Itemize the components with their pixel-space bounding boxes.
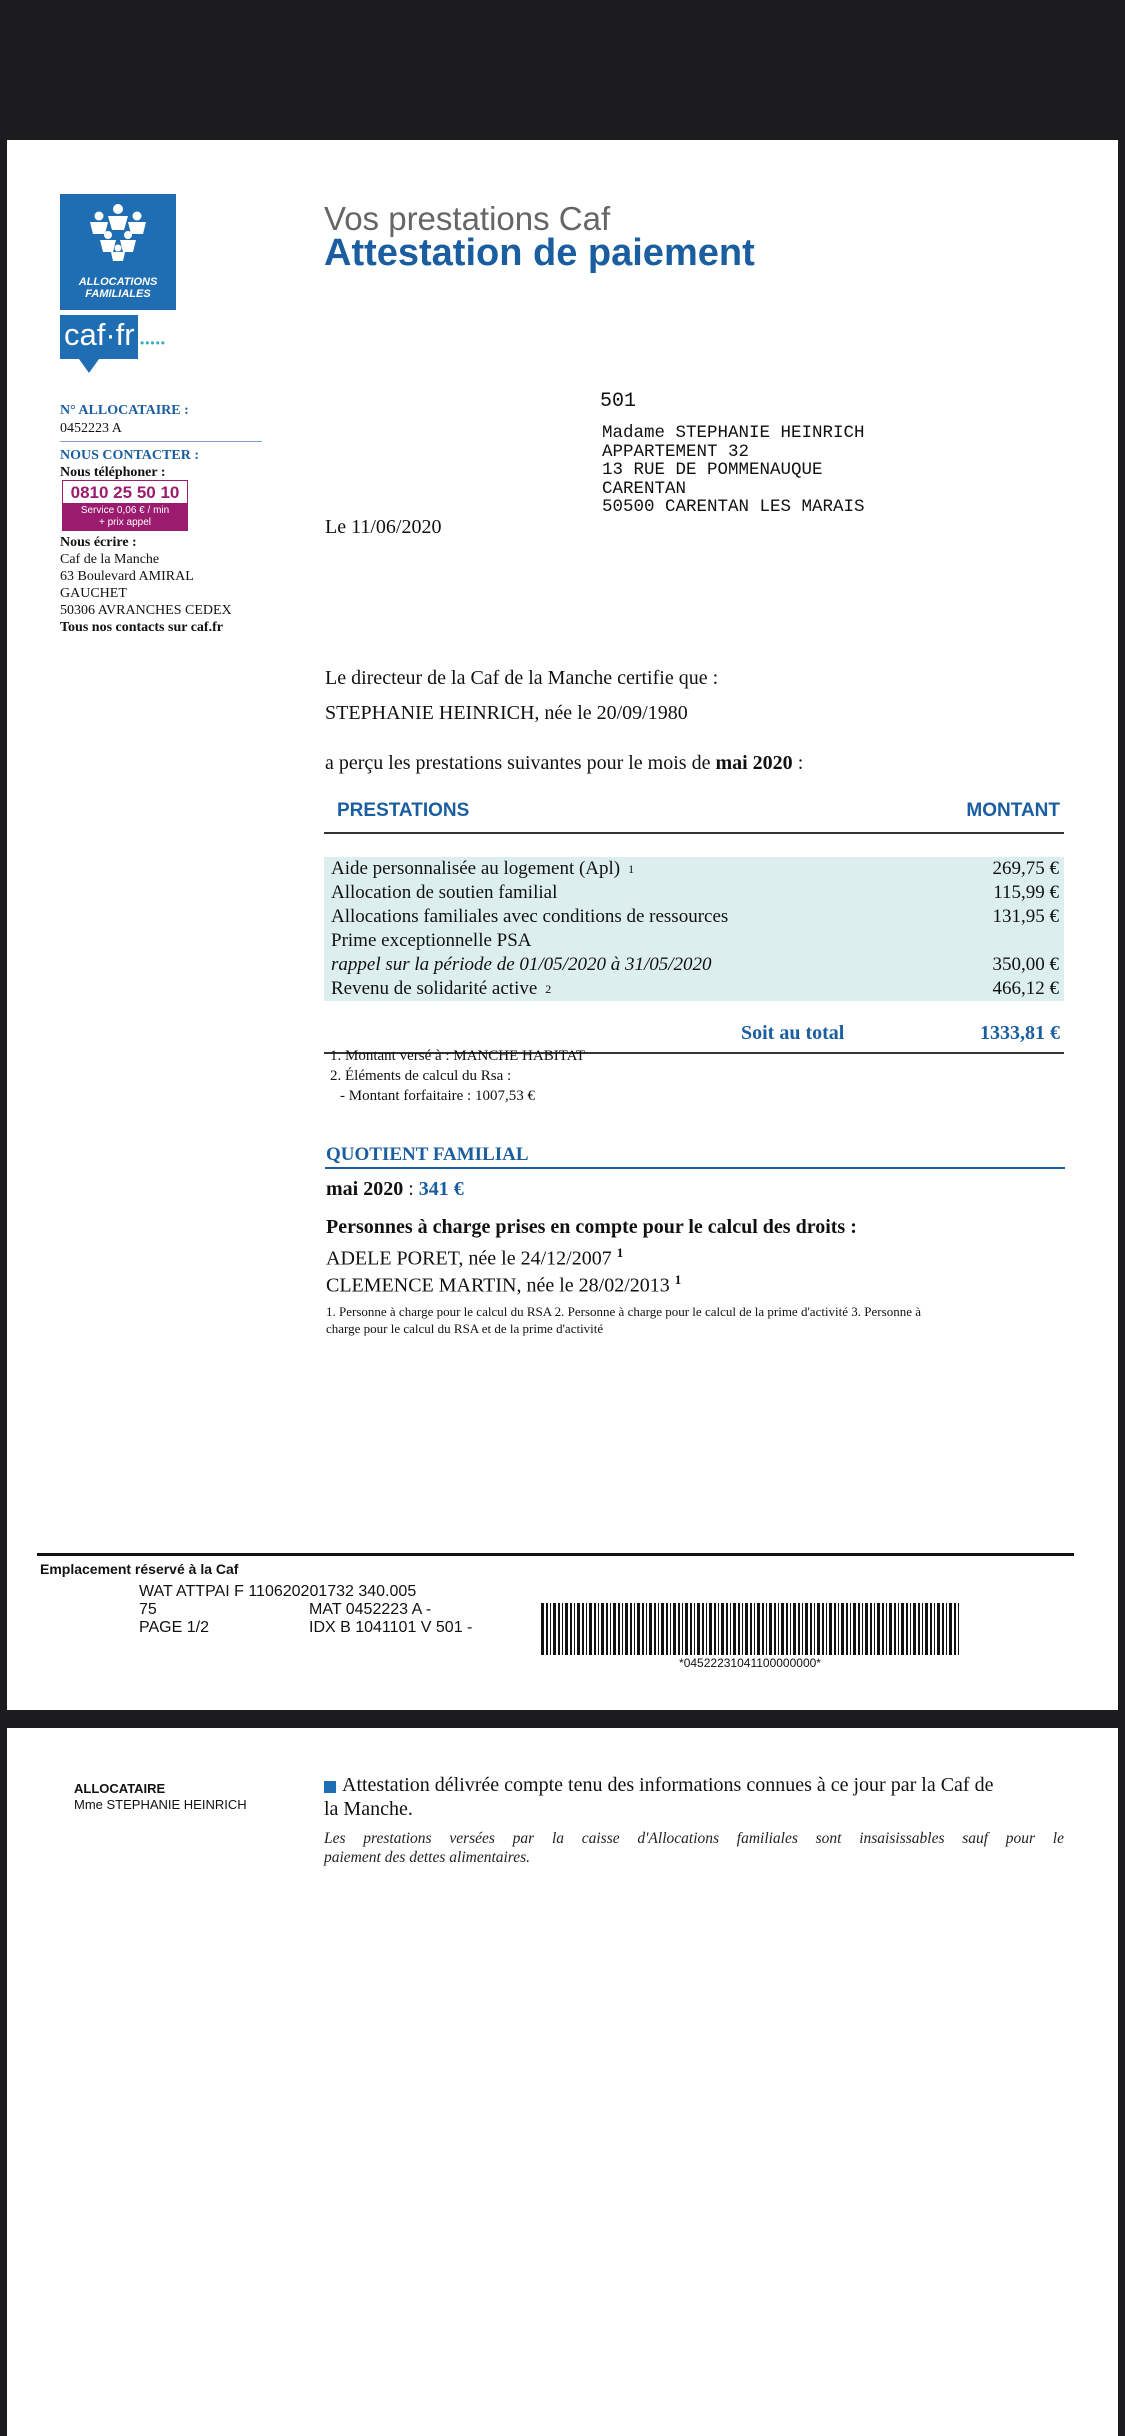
person-name: ADELE PORET, née le 24/12/2007 — [326, 1247, 612, 1270]
barcode-bar — [670, 1603, 671, 1655]
letter-date: Le 11/06/2020 — [325, 516, 442, 538]
barcode-bar — [862, 1603, 863, 1655]
table-row — [324, 953, 1064, 977]
italic-line1: Les prestations versées par la caisse d'Allocations familiales sont insaisissables sauf pour le — [324, 1830, 1064, 1847]
barcode-bar — [925, 1603, 928, 1655]
barcode-bar — [589, 1603, 592, 1655]
barcode-bar — [642, 1603, 644, 1655]
barcode-bar — [889, 1603, 892, 1655]
table-row — [324, 977, 1064, 1001]
barcode-bar — [877, 1603, 880, 1655]
footer-line3-a: PAGE 1/2 — [139, 1619, 209, 1636]
received-prefix: a perçu les prestations suivantes pour le mois de — [325, 752, 716, 774]
attest-line2: la Manche. — [324, 1798, 413, 1820]
row-amount: 131,95 € — [992, 906, 1059, 927]
barcode-bar — [666, 1603, 668, 1655]
row-label: rappel sur la période de 01/05/2020 à 31/05/2020 — [331, 954, 712, 975]
total-label: Soit au total — [741, 1022, 845, 1044]
quotient-title: QUOTIENT FAMILIAL — [326, 1144, 529, 1165]
barcode-bar — [898, 1603, 899, 1655]
footer-line3-b: IDX B 1041101 V 501 - — [309, 1619, 473, 1636]
barcode-bar — [613, 1603, 616, 1655]
barcode-bar — [562, 1603, 563, 1655]
barcode-bar — [841, 1603, 844, 1655]
row-label: Allocations familiales avec conditions de ressources — [331, 906, 729, 927]
barcode-bar — [546, 1603, 548, 1655]
footnote-2: 2. Éléments de calcul du Rsa : — [330, 1068, 512, 1084]
family-figures-icon — [84, 202, 152, 262]
legend-line1: 1. Personne à charge pour le calcul du RSA 2. Personne à charge pour le calcul de la prime d'activité 3. Personne à — [326, 1304, 921, 1319]
person-note: 1 — [616, 1245, 624, 1260]
row-label — [331, 857, 634, 881]
logo-text-line2: FAMILIALES — [85, 288, 151, 300]
barcode-bar — [874, 1603, 875, 1655]
barcode-bar — [718, 1603, 719, 1655]
row-amount: 350,00 € — [992, 954, 1059, 975]
barcode-bar — [750, 1603, 752, 1655]
barcode-bar — [697, 1603, 700, 1655]
barcode-bar — [958, 1603, 959, 1655]
total-value: 1333,81 € — [980, 1022, 1060, 1044]
barcode-bar — [714, 1603, 716, 1655]
caf-address-line3: GAUCHET — [60, 586, 127, 601]
received-month: mai 2020 — [715, 752, 793, 774]
barcode-number: *04522231041100000000* — [679, 1656, 821, 1670]
page-subtitle: Vos prestations Caf — [324, 200, 611, 237]
allocataire-label: N° ALLOCATAIRE : — [60, 403, 189, 418]
barcode-bar — [706, 1603, 707, 1655]
barcode-bar — [853, 1603, 856, 1655]
barcode-bar — [673, 1603, 676, 1655]
barcode-bar — [910, 1603, 911, 1655]
caf-address-line2: 63 Boulevard AMIRAL — [60, 569, 194, 584]
quotient-sep: : — [403, 1178, 419, 1200]
barcode-bar — [685, 1603, 688, 1655]
barcode-bar — [570, 1603, 572, 1655]
barcode-bar — [762, 1603, 764, 1655]
barcode-bar — [786, 1603, 788, 1655]
header-divider — [324, 832, 1064, 834]
persons-legend — [326, 1303, 921, 1337]
table-row — [324, 881, 1064, 905]
barcode-bar — [946, 1603, 947, 1655]
row-note: 1 — [628, 862, 635, 876]
barcode-bar — [805, 1603, 808, 1655]
all-contacts-link[interactable]: Tous nos contacts sur caf.fr — [60, 620, 223, 635]
cafr-logo[interactable]: caf·fr — [60, 315, 138, 359]
barcode-bar — [661, 1603, 664, 1655]
barcode-bar — [577, 1603, 580, 1655]
barcode-bar — [726, 1603, 728, 1655]
col-header-montant: MONTANT — [966, 800, 1060, 821]
barcode-bar — [610, 1603, 611, 1655]
barcode-bar — [798, 1603, 800, 1655]
barcode-bar — [565, 1603, 568, 1655]
footer-line2-a: 75 — [139, 1601, 157, 1618]
row-amount: 269,75 € — [992, 858, 1059, 879]
barcode-bar — [906, 1603, 908, 1655]
received-suffix: : — [792, 752, 804, 774]
caf-logo — [60, 194, 176, 310]
phone-price-note — [62, 504, 188, 531]
barcode-bar — [790, 1603, 791, 1655]
logo-text-line1: ALLOCATIONS — [78, 276, 158, 288]
write-label: Nous écrire : — [60, 535, 137, 550]
barcode-bar — [649, 1603, 652, 1655]
certify-text: Le directeur de la Caf de la Manche certifie que : — [325, 667, 719, 689]
phone-label: Nous téléphoner : — [60, 465, 166, 480]
barcode-bar — [858, 1603, 860, 1655]
barcode-bar — [574, 1603, 575, 1655]
attest-line1: Attestation délivrée compte tenu des informations connues à ce jour par la Caf de — [342, 1774, 994, 1796]
row-label — [331, 977, 551, 1001]
barcode-bar — [634, 1603, 635, 1655]
barcode-bar — [558, 1603, 560, 1655]
person-row — [326, 1272, 681, 1298]
barcode-bar — [550, 1603, 551, 1655]
person-row — [326, 1245, 623, 1271]
barcode-bar — [901, 1603, 904, 1655]
divider — [60, 441, 262, 442]
barcode-bar — [709, 1603, 712, 1655]
footer-line1: WAT ATTPAI F 110620201732 340.005 — [139, 1583, 417, 1600]
alloc-label: ALLOCATAIRE — [74, 1781, 166, 1796]
footnote-3: - Montant forfaitaire : 1007,53 € — [340, 1088, 535, 1104]
barcode-bar — [541, 1603, 544, 1655]
barcode-bar — [793, 1603, 796, 1655]
barcode-bar — [553, 1603, 556, 1655]
person-name: CLEMENCE MARTIN, née le 28/02/2013 — [326, 1274, 670, 1297]
caf-address-line1: Caf de la Manche — [60, 552, 160, 567]
contact-label: NOUS CONTACTER : — [60, 448, 199, 463]
barcode-bar — [742, 1603, 743, 1655]
barcode-bar — [702, 1603, 704, 1655]
recipient-code: 501 — [600, 390, 637, 413]
barcode-bar — [930, 1603, 932, 1655]
barcode-bar — [757, 1603, 760, 1655]
page-title: Attestation de paiement — [324, 232, 755, 274]
barcode-bar — [774, 1603, 776, 1655]
barcode-bar — [802, 1603, 803, 1655]
quotient-divider — [325, 1167, 1065, 1169]
barcode-bar — [949, 1603, 952, 1655]
barcode-bar — [810, 1603, 812, 1655]
barcode-bar — [601, 1603, 604, 1655]
barcode-bar — [814, 1603, 815, 1655]
persons-title: Personnes à charge prises en compte pour le calcul des droits : — [326, 1216, 857, 1238]
barcode-bar — [822, 1603, 824, 1655]
attestation-text — [324, 1773, 993, 1821]
barcode-bar — [913, 1603, 916, 1655]
dots-icon: ••••• — [140, 336, 167, 350]
barcode-bar — [646, 1603, 647, 1655]
barcode-bar — [937, 1603, 940, 1655]
row-label: Allocation de soutien familial — [331, 882, 558, 903]
phone-note-line2: + prix appel — [99, 517, 151, 528]
barcode-bar — [606, 1603, 608, 1655]
barcode-bar — [934, 1603, 935, 1655]
barcode-bar — [586, 1603, 587, 1655]
table-row — [324, 905, 1064, 929]
barcode-bar — [622, 1603, 623, 1655]
barcode-bar — [738, 1603, 740, 1655]
barcode-bar — [598, 1603, 599, 1655]
person-note: 1 — [674, 1272, 682, 1287]
footer-line2-b: MAT 0452223 A - — [309, 1601, 432, 1618]
table-row — [324, 929, 1064, 953]
caf-address-line4: 50306 AVRANCHES CEDEX — [60, 603, 232, 618]
row-amount: 466,12 € — [992, 978, 1059, 999]
barcode-bar — [834, 1603, 836, 1655]
barcode-bar — [838, 1603, 839, 1655]
barcode-bar — [826, 1603, 827, 1655]
barcode-bar — [954, 1603, 956, 1655]
quotient-value: 341 € — [418, 1178, 464, 1200]
beneficiary-text: STEPHANIE HEINRICH, née le 20/09/1980 — [325, 702, 688, 724]
barcode-bar — [942, 1603, 944, 1655]
row-amount: 115,99 € — [993, 882, 1059, 903]
barcode-bar — [721, 1603, 724, 1655]
received-text — [325, 752, 803, 775]
quotient-month: mai 2020 — [326, 1178, 404, 1200]
reserved-label: Emplacement réservé à la Caf — [40, 1561, 239, 1577]
barcode-bar — [625, 1603, 628, 1655]
footnote-1: 1. Montant versé à : MANCHE HABITAT — [330, 1048, 586, 1064]
table-row — [324, 857, 1064, 881]
barcode-bar — [637, 1603, 640, 1655]
barcode-bar — [678, 1603, 680, 1655]
barcode-bar — [850, 1603, 851, 1655]
phone-note-line1: Service 0,06 € / min — [80, 505, 170, 516]
legend-line2: charge pour le calcul du RSA et de la prime d'activité — [326, 1321, 604, 1336]
barcode-bar — [846, 1603, 848, 1655]
barcode-bar — [658, 1603, 659, 1655]
document-page-2 — [7, 1728, 1118, 2436]
row-label-text: Revenu de solidarité active — [331, 978, 538, 999]
barcode-bar — [682, 1603, 683, 1655]
barcode-bar — [918, 1603, 920, 1655]
logo-text — [60, 276, 176, 300]
barcode-bar — [733, 1603, 736, 1655]
barcode-bar — [769, 1603, 772, 1655]
barcode-bar — [582, 1603, 584, 1655]
barcode-bar — [865, 1603, 868, 1655]
document-page-1 — [7, 140, 1118, 1710]
insaisissable-note — [324, 1829, 1064, 1867]
col-header-prestations: PRESTATIONS — [337, 800, 470, 821]
row-label-text: Aide personnalisée au logement (Apl) — [331, 858, 621, 879]
barcode — [541, 1603, 959, 1655]
barcode-bar — [882, 1603, 884, 1655]
barcode-bar — [594, 1603, 596, 1655]
barcode-bar — [754, 1603, 755, 1655]
alloc-name: Mme STEPHANIE HEINRICH — [74, 1797, 247, 1812]
barcode-bar — [694, 1603, 695, 1655]
barcode-bar — [778, 1603, 779, 1655]
barcode-bar — [829, 1603, 832, 1655]
italic-line2: paiement des dettes alimentaires. — [324, 1849, 531, 1866]
speech-tail-icon — [79, 359, 99, 373]
row-label: Prime exceptionnelle PSA — [331, 930, 532, 951]
barcode-bar — [817, 1603, 820, 1655]
phone-number[interactable]: 0810 25 50 10 — [62, 480, 188, 504]
barcode-bar — [618, 1603, 620, 1655]
barcode-bar — [766, 1603, 767, 1655]
barcode-bar — [745, 1603, 748, 1655]
barcode-bar — [654, 1603, 656, 1655]
allocataire-number: 0452223 A — [60, 421, 122, 436]
barcode-bar — [630, 1603, 632, 1655]
quotient-value-line — [326, 1178, 464, 1201]
barcode-bar — [690, 1603, 692, 1655]
footer-divider — [37, 1553, 1074, 1556]
row-note: 2 — [545, 982, 552, 996]
barcode-bar — [730, 1603, 731, 1655]
recipient-address: Madame STEPHANIE HEINRICH APPARTEMENT 32 13 RUE DE POMMENAUQUE CARENTAN 50500 CARENTAN LES MARAIS — [602, 423, 865, 517]
barcode-bar — [922, 1603, 923, 1655]
barcode-bar — [781, 1603, 784, 1655]
barcode-bar — [894, 1603, 896, 1655]
barcode-bar — [870, 1603, 872, 1655]
barcode-bar — [886, 1603, 887, 1655]
